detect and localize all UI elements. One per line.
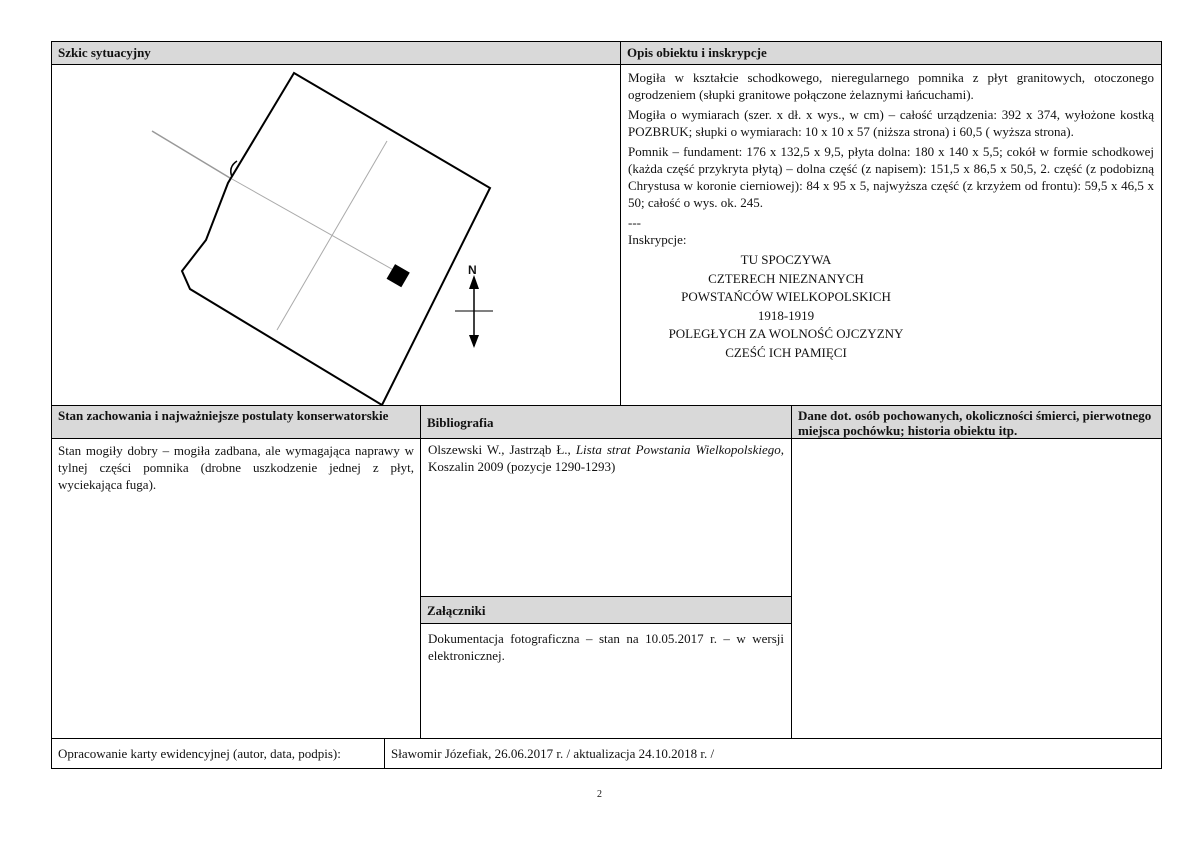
sketch-drawing xyxy=(52,65,620,405)
bibliography-author: Olszewski W., Jastrząb Ł., xyxy=(428,442,576,457)
inscription-line: TU SPOCZYWA xyxy=(740,252,832,267)
bibliography-title: Lista strat Powstania Wielkopolskiego xyxy=(575,442,781,457)
description-paragraph: Mogiła w kształcie schodkowego, nieregularnego pomnika z płyt granitowych, otoczonego ogrodzeniem (słupki granitowe połączone żelaznymi łańcuchami). xyxy=(628,70,1154,102)
grid-line xyxy=(1161,41,1162,769)
inscription-line: CZEŚĆ ICH PAMIĘCI xyxy=(725,344,847,360)
plot-axis xyxy=(232,179,397,272)
attachments-header-label: Załączniki xyxy=(427,603,486,618)
north-arrow xyxy=(455,275,493,348)
grid-line xyxy=(51,738,1162,739)
description-paragraph: Mogiła o wymiarach (szer. x dł. x wys., w cm) – całość urządzenia: 392 x 374, wyłożone kostką POZBRUK; słupki o wymiarach: 10 x 10 x 57 (niższa strona) i 60,5 ( wyższa strona). xyxy=(628,107,1154,139)
condition-text-value: Stan mogiły dobry – mogiła zadbana, ale wymagająca naprawy w tylnej części pomnika (drobne uszkodzenie jednej z płyt, wyciekająca fuga). xyxy=(58,443,414,492)
attachments-text-value: Dokumentacja fotograficzna – stan na 10.05.2017 r. – w wersji elektronicznej. xyxy=(428,631,784,663)
description-header-label: Opis obiektu i inskrypcje xyxy=(627,45,767,60)
grid-line xyxy=(620,41,621,406)
attachments-text xyxy=(428,630,784,664)
description-body xyxy=(628,69,1154,401)
footer-value xyxy=(391,745,1151,762)
condition-header xyxy=(52,406,420,438)
bibliography-header xyxy=(421,406,791,438)
bibliography-header-label: Bibliografia xyxy=(427,415,494,430)
north-label: N xyxy=(468,263,477,277)
inscription-label: Inskrypcje: xyxy=(628,232,687,247)
inscription-line: POLEGŁYCH ZA WOLNOŚĆ OJCZYZNY xyxy=(668,326,904,341)
bibliography-entry xyxy=(428,441,784,475)
inscription-block xyxy=(628,251,944,362)
grid-line xyxy=(51,438,1162,439)
condition-text xyxy=(58,442,414,493)
footer-label-text: Opracowanie karty ewidencyjnej (autor, data, podpis): xyxy=(58,746,341,761)
inscription-line: CZTERECH NIEZNANYCH xyxy=(708,270,864,286)
footer-value-text: Sławomir Józefiak, 26.06.2017 r. / aktualizacja 24.10.2018 r. / xyxy=(391,746,715,761)
page-number: 2 xyxy=(597,789,602,800)
plot-outline xyxy=(182,73,490,405)
persons-header-label: Dane dot. osób pochowanych, okoliczności śmierci, pierwotnego miejsca pochówku; historia obiektu itp. xyxy=(798,408,1152,438)
footer-label xyxy=(58,745,384,762)
grid-line xyxy=(791,405,792,739)
description-paragraph: Pomnik – fundament: 176 x 132,5 x 9,5, płyta dolna: 180 x 140 x 5,5; cokół w formie schodkowej (każda część przykryta płytą) – dolna część (z napisem): 151,5 x 86,5 x 50,5, 2. część (z podobizną Chrystusa w koronie cierniowej): 84 x 95 x 5, najwyższa część (z krzyżem od frontu): 59,5 x 46,5 x 50; całość o wys. ok. 245. xyxy=(628,144,1154,210)
grid-line xyxy=(51,768,1162,769)
separator: --- xyxy=(628,215,641,230)
access-path xyxy=(152,131,230,178)
condition-header-label: Stan zachowania i najważniejsze postulaty konserwatorskie xyxy=(58,408,389,423)
sketch-header xyxy=(52,42,620,64)
bibliography-rest: , Koszalin 2009 (pozycje 1290-1293) xyxy=(428,442,785,474)
persons-header xyxy=(792,406,1161,438)
grid-line xyxy=(420,405,421,739)
situational-sketch xyxy=(52,65,620,405)
sketch-header-label: Szkic sytuacyjny xyxy=(58,45,151,60)
attachments-header xyxy=(421,597,791,623)
grid-line xyxy=(384,738,385,769)
description-header xyxy=(621,42,1161,64)
inscription-line: POWSTAŃCÓW WIELKOPOLSKICH xyxy=(681,289,891,304)
grid-line xyxy=(421,623,792,624)
inscription-line: 1918-1919 xyxy=(757,307,815,323)
